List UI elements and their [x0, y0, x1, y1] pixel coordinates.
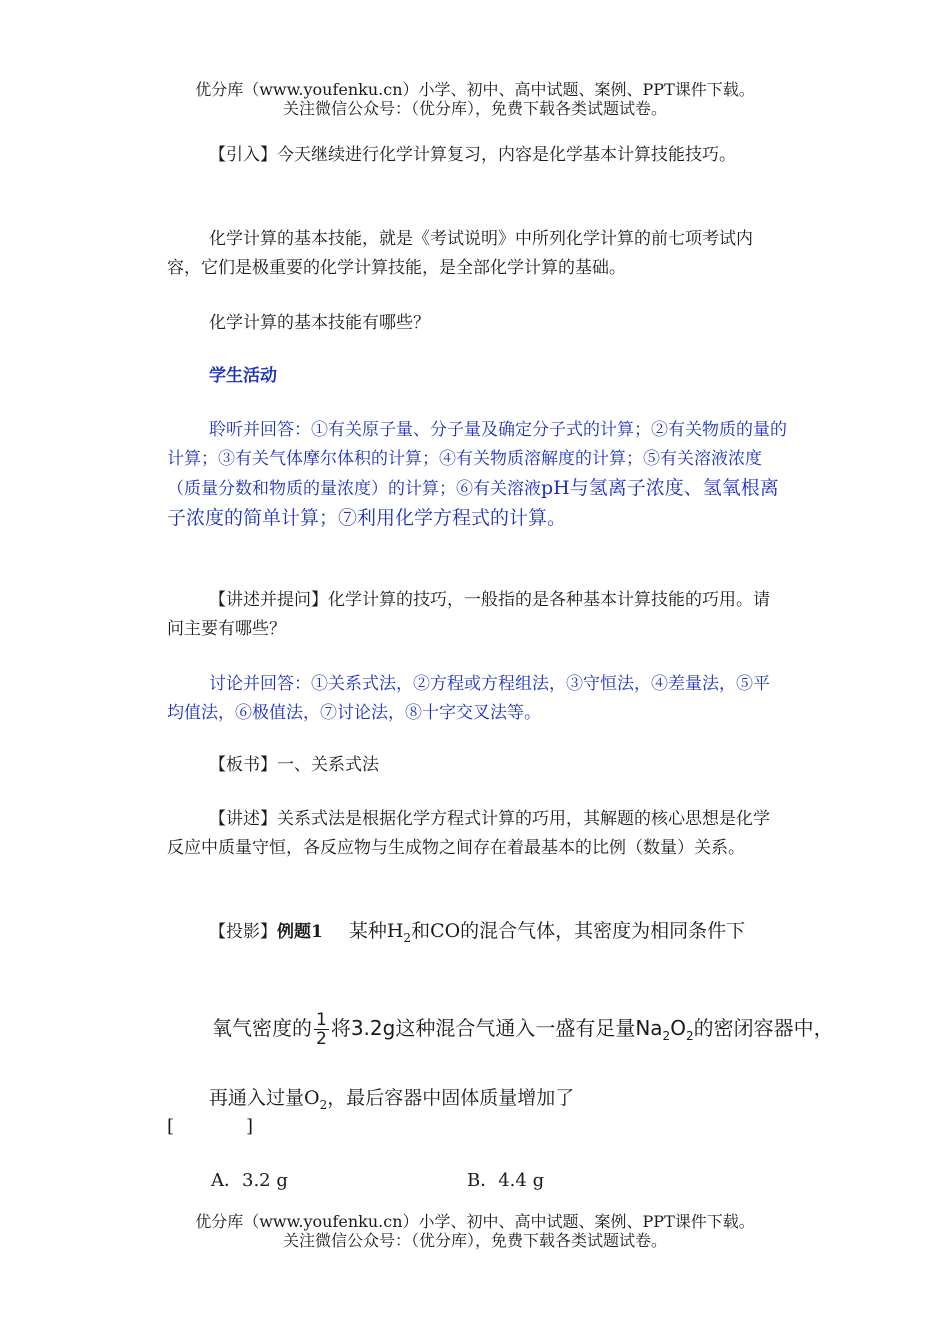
lecture-text: 关系式法是根据化学方程式计算的巧用，其解题的核心思想是化学反应中质量守恒，各反应物与生成物之间存在着最基本的比例（数量）关系。: [167, 809, 770, 858]
intro-tag: 【引入】: [209, 145, 277, 165]
option-b: B．4.4 g: [467, 1170, 545, 1191]
projection-text-b: 和CO的混合气体，其密度为相同条件下: [411, 920, 746, 942]
explain-ask-paragraph: [167, 586, 777, 644]
formula-sub-1: 2: [662, 1029, 671, 1043]
formula-line: [212, 1005, 834, 1059]
basic-skills-paragraph: 化学计算的基本技能，就是《考试说明》中所列化学计算的前七项考试内容，它们是极重要的化学计算技能，是全部化学计算的基础。: [167, 229, 753, 278]
projection-text-a: 某种H: [348, 920, 404, 942]
discuss-answer-paragraph: 讨论并回答：①关系式法，②方程或方程组法，③守恒法，④差量法，⑤平均值法，⑥极值法，⑦讨论法，⑧十字交叉法等。: [167, 674, 770, 723]
board-tag: 【板书】: [209, 755, 277, 775]
student-activity-heading: 学生活动: [209, 366, 277, 386]
footer-line-2: 关注微信公众号：（优分库），免费下载各类试题试卷。: [282, 1231, 667, 1250]
intro-paragraph: [167, 141, 777, 170]
fraction-numerator: 1: [316, 1010, 327, 1030]
board-text: 一、关系式法: [277, 755, 379, 775]
header-line-1: 优分库（www.youfenku.cn）小学、初中、高中试题、案例、PPT课件下载。: [195, 80, 755, 99]
formula-suffix: 的密闭容器中，: [693, 1016, 834, 1040]
refill-text-a: 再通入过量O: [209, 1087, 320, 1109]
lecture-paragraph: [167, 805, 777, 863]
refill-sub: 2: [319, 1097, 328, 1112]
listen-answer-part-b: pH与氢离子浓度、氢氧根离子浓度的简单计算；⑦利用化学方程式的计算。: [167, 477, 779, 529]
board-paragraph: [167, 751, 777, 780]
formula-sub-2: 2: [685, 1029, 694, 1043]
formula-mid: 将3.2g这种混合气通入一盛有足量Na: [330, 1016, 663, 1040]
header-line-2: 关注微信公众号：（优分库），免费下载各类试题试卷。: [282, 99, 667, 118]
page-footer: [0, 1212, 950, 1250]
explain-ask-tag: 【讲述并提问】: [209, 590, 328, 610]
page-header: [0, 80, 950, 118]
question-paragraph: 化学计算的基本技能有哪些？: [209, 313, 430, 333]
listen-answer-part-a: 聆听并回答：①有关原子量、分子量及确定分子式的计算；②有关物质的量的计算；③有关气体摩尔体积的计算；④有关物质溶解度的计算；⑤有关溶液浓度（质量分数和物质的量浓度）的计算；⑥有关溶液: [167, 420, 787, 499]
refill-text-b: ，最后容器中固体质量增加了: [327, 1087, 575, 1109]
projection-paragraph: [167, 916, 777, 953]
answer-bracket: [ ]: [167, 1116, 254, 1137]
option-a: A．3.2 g: [211, 1170, 288, 1191]
refill-paragraph: [167, 1083, 777, 1120]
projection-tag: 【投影】: [209, 922, 277, 942]
formula-prefix: 氧气密度的: [212, 1016, 312, 1040]
formula-o: O: [670, 1016, 686, 1040]
projection-sub-h2: 2: [403, 930, 412, 945]
fraction-denominator: 2: [316, 1029, 327, 1049]
lecture-tag: 【讲述】: [209, 809, 277, 829]
intro-text: 今天继续进行化学计算复习，内容是化学基本计算技能技巧。: [277, 145, 736, 165]
explain-ask-text: 化学计算的技巧，一般指的是各种基本计算技能的巧用。请问主要有哪些？: [167, 590, 770, 639]
example-label: 例题1: [277, 922, 323, 942]
listen-answer-paragraph: [167, 416, 792, 534]
one-half-fraction: [314, 1011, 329, 1048]
footer-line-1: 优分库（www.youfenku.cn）小学、初中、高中试题、案例、PPT课件下载。: [195, 1212, 755, 1231]
